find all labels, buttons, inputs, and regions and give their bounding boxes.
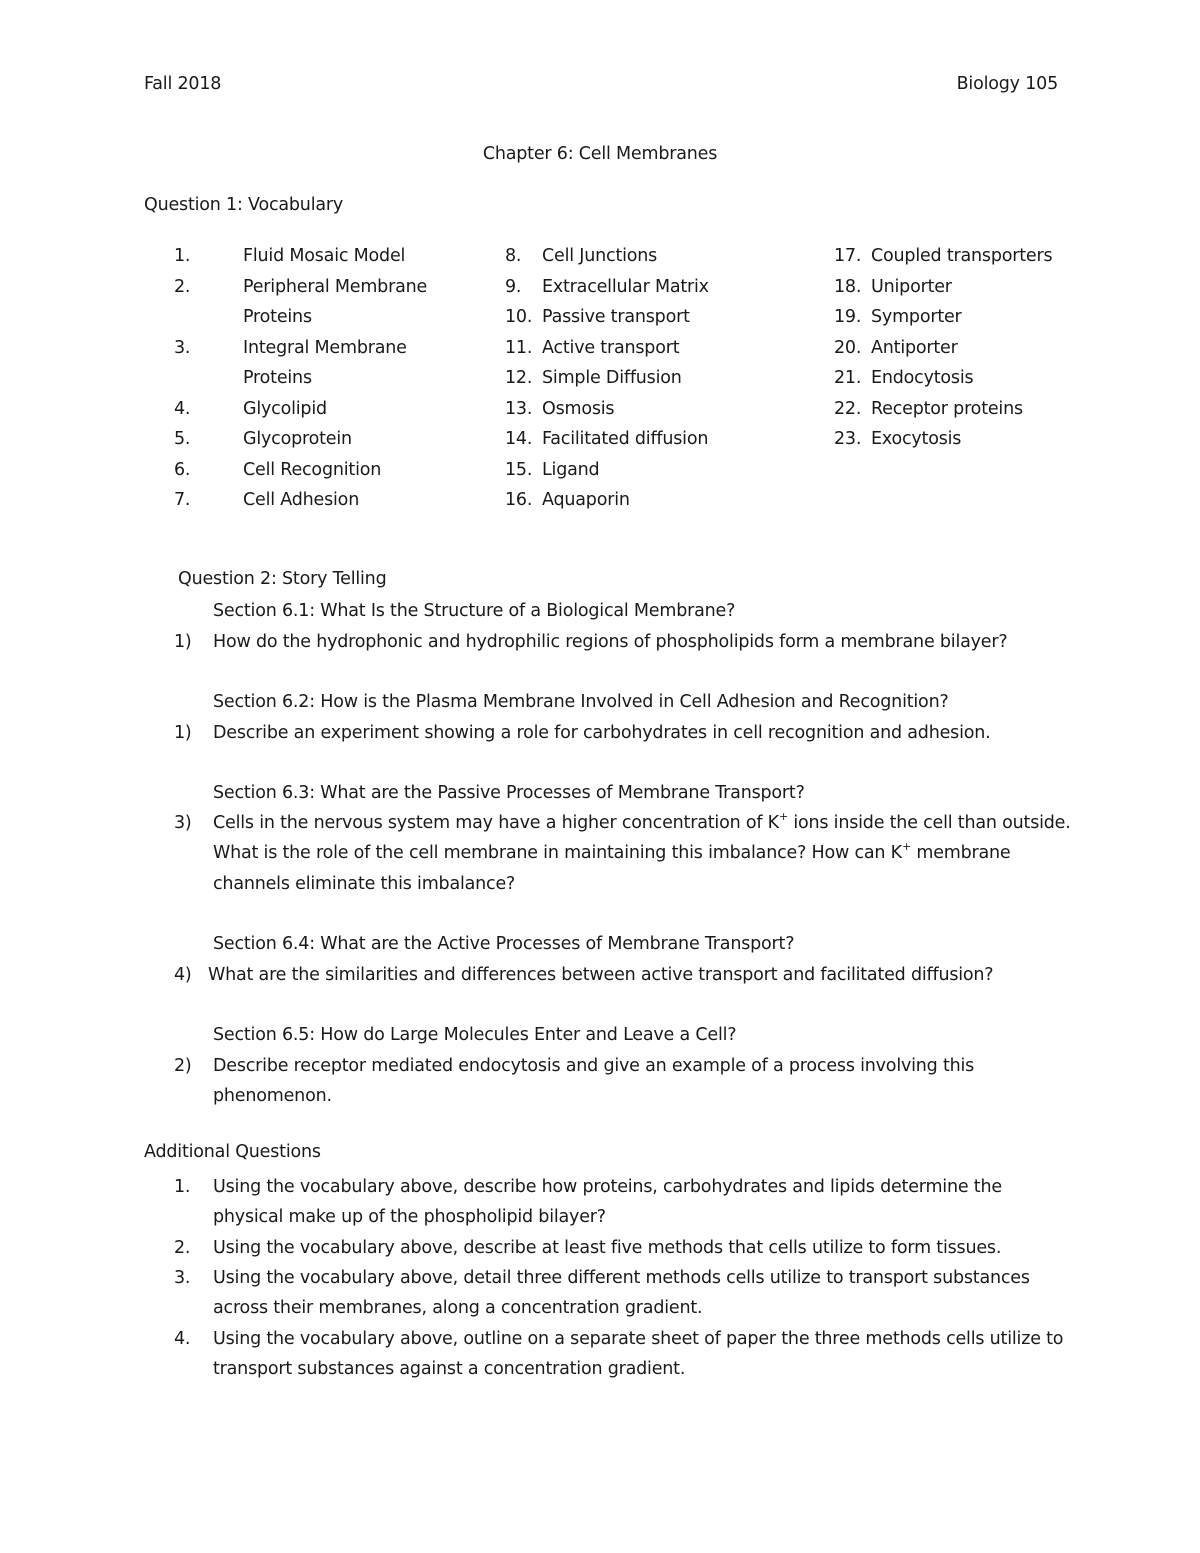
list-item [505,424,805,455]
item-number: 2. [174,276,191,297]
list-item [505,272,805,303]
vocab-term: Receptor proteins [871,398,1023,419]
question-text: Using the vocabulary above, describe how proteins, carbohydrates and lipids determine the physical make up of the phospholipid bilayer? [213,1177,1002,1228]
question-number: 1) [174,632,192,652]
question-number: 1) [174,723,192,743]
vocab-term: Cell Adhesion [243,490,360,510]
vocab-term: Passive transport [542,307,690,327]
list-item [505,455,805,486]
vocab-column-2 [505,241,805,516]
question-number: 4) [174,965,192,985]
vocab-term: Fluid Mosaic Model [243,246,406,266]
question-text: Using the vocabulary above, detail three different methods cells utilize to transport substances across their membranes, along a concentration gradient. [213,1268,1030,1319]
vocab-term: Uniporter [871,276,952,297]
item-number: 12. [505,368,533,388]
section-6-3-title: Section 6.3: What are the Passive Processes of Membrane Transport? [213,783,805,803]
list-item [505,302,805,333]
list-item [505,333,805,364]
additional-heading: Additional Questions [144,1142,321,1162]
item-number: 5. [174,429,191,449]
vocab-term: Exocytosis [871,429,962,449]
question-item [0,1172,1060,1233]
question-text: Using the vocabulary above, describe at least five methods that cells utilize to form tissues. [213,1238,1002,1258]
list-item [174,424,434,455]
superscript-plus: + [778,810,788,823]
item-number: 10. [505,307,533,327]
question-number: 2) [174,1056,192,1076]
item-number: 9. [505,276,522,297]
item-number: 15. [505,459,533,480]
question-text: Describe receptor mediated endocytosis and give an example of a process involving this phenomenon. [213,1056,975,1107]
section-6-1-title: Section 6.1: What Is the Structure of a Biological Membrane? [213,601,736,621]
question-text [213,808,1073,899]
vocab-term: Osmosis [542,398,615,419]
list-item [174,394,434,425]
question-item [0,1233,1060,1263]
vocab-term: Symporter [871,307,962,327]
question1-heading: Question 1: Vocabulary [144,195,344,215]
page-title: Chapter 6: Cell Membranes [482,144,718,164]
list-item [834,241,1134,272]
superscript-plus: + [901,840,911,854]
item-number: 13. [505,398,533,419]
section-6-4-title: Section 6.4: What are the Active Processes of Membrane Transport? [213,934,795,954]
vocab-term: Endocytosis [871,368,974,388]
item-number: 17. [834,246,862,266]
list-item [505,485,805,516]
item-number: 7. [174,490,191,510]
vocab-term: Facilitated diffusion [542,429,709,449]
question-number: 3) [174,813,192,833]
question-item [0,718,1060,748]
text-part: Cells in the nervous system may have a higher concentration of K [213,813,779,833]
list-item [174,455,434,486]
question-item [0,960,1060,990]
question-text: Using the vocabulary above, outline on a separate sheet of paper the three methods cells utilize to transport substances against a concentration gradient. [213,1329,1064,1380]
list-item [834,333,1134,364]
question-item [0,1324,1064,1385]
item-number: 23. [834,429,862,449]
vocab-term: Active transport [542,337,680,358]
item-number: 11. [505,337,533,358]
list-item [505,241,805,272]
vocab-term: Coupled transporters [871,246,1053,266]
list-item [834,363,1134,394]
question-item [0,1051,1060,1112]
list-item [174,333,433,394]
list-item [505,394,805,425]
list-item [174,485,434,516]
item-number: 6. [174,459,191,480]
item-number: 21. [834,368,862,388]
question-text: How do the hydrophonic and hydrophilic regions of phospholipids form a membrane bilayer? [213,632,1008,652]
section-6-5-title: Section 6.5: How do Large Molecules Enter and Leave a Cell? [213,1025,737,1045]
question-text: What are the similarities and differences between active transport and facilitated diffusion? [208,965,994,985]
text-part: membrane channels eliminate this imbalance? [213,843,1011,894]
list-item [834,394,1134,425]
list-item [834,272,1134,303]
item-number: 19. [834,307,862,327]
vocab-term: Antiporter [871,337,958,358]
item-number: 16. [505,490,533,510]
vocab-term: Ligand [542,459,600,480]
question-item [0,808,1071,899]
item-number: 4. [174,398,191,419]
vocab-term: Extracellular Matrix [542,276,709,297]
header-right: Biology 105 [956,74,1058,94]
item-number: 3. [174,337,191,358]
text-part: ions inside the cell than outside. What is the role of the cell membrane in maintaining this imbalance? How can K [213,813,1071,864]
item-number: 18. [834,276,862,297]
vocab-column-1 [174,241,434,516]
question-item [0,1263,1060,1324]
vocab-term: Simple Diffusion [542,368,682,388]
section-6-2-title: Section 6.2: How is the Plasma Membrane Involved in Cell Adhesion and Recognition? [213,692,949,712]
question-text: Describe an experiment showing a role for carbohydrates in cell recognition and adhesion. [213,723,991,743]
list-item [174,272,433,333]
vocab-term: Cell Junctions [542,246,658,266]
list-item [834,302,1134,333]
vocab-column-3 [834,241,1134,455]
question-number: 1. [174,1177,191,1197]
vocab-term: Aquaporin [542,490,630,510]
vocab-term: Glycolipid [243,398,327,419]
question-number: 3. [174,1268,191,1288]
list-item [834,424,1134,455]
item-number: 1. [174,246,191,266]
item-number: 8. [505,246,522,266]
item-number: 22. [834,398,862,419]
vocab-term: Integral Membrane Proteins [243,337,407,388]
vocab-term: Peripheral Membrane Proteins [243,276,428,327]
list-item [174,241,434,272]
item-number: 20. [834,337,862,358]
vocab-term: Glycoprotein [243,429,352,449]
question-number: 2. [174,1238,191,1258]
question-item [0,627,1060,657]
header-left: Fall 2018 [144,74,222,94]
question2-heading: Question 2: Story Telling [178,569,387,589]
vocab-term: Cell Recognition [243,459,382,480]
item-number: 14. [505,429,533,449]
question-number: 4. [174,1329,191,1349]
list-item [505,363,805,394]
